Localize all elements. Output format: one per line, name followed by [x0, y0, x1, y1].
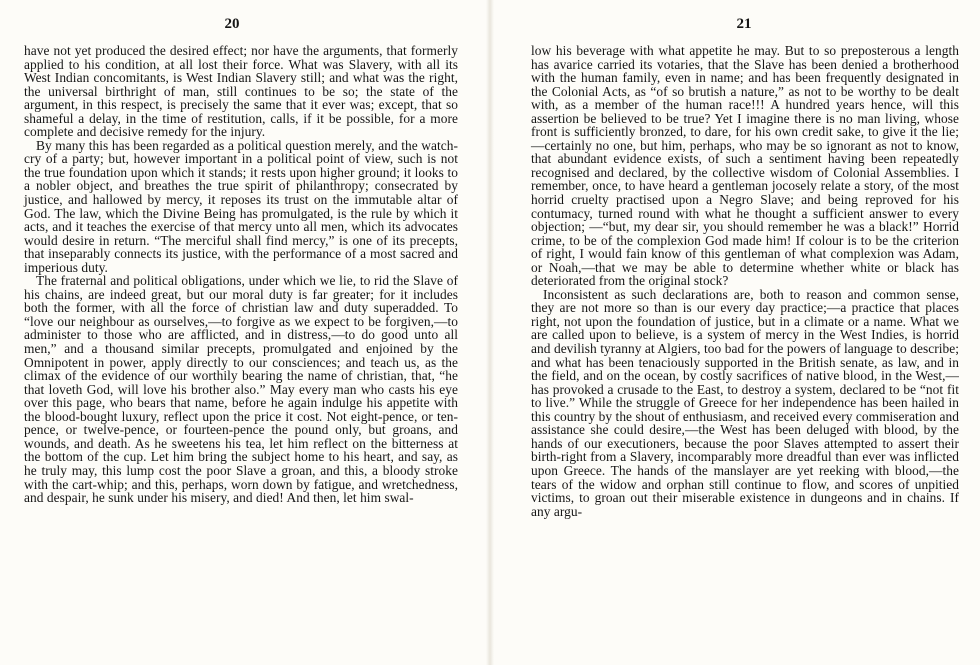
- page-number-right: 21: [736, 16, 752, 32]
- right-page: [490, 0, 980, 665]
- right-paragraph-1: low his beverage with what appetite he may. But to so preposterous a length has avarice carried its votaries, that the Slave has been denied a brotherhood with the human family, even in name; and has been frequently designated in the Colonial Acts, as “of so brutish a nature,” as not to be worthy to be dealt with, as a member of the human race!!! A hundred years hence, will this assertion be believed to be true? Yet I imagine there is no man living, whose front is sufficiently bronzed, to dare, for his own credit sake, to give it the lie;—certainly no one, but him, perhaps, who may be so ignorant as not to know, that abundant evidence exists, of such a sentiment having been repeatedly recognised and declared, by the collective wisdom of Colonial Assemblies. I remember, once, to have heard a gentleman jocosely relate a story, of the most horrid cruelty practised upon a Negro Slave; and being reproved for his contumacy, turned round with what he thought a sufficient answer to every objection; —“but, my dear sir, you should remember he was a black!” Horrid crime, to be of the complexion God made him! If colour is to be the criterion of right, I would fain know of this gentleman of what complexion was Adam, or Noah,—that we may be able to determine whether white or black has deteriorated from the original stock?: [531, 43, 959, 289]
- right-paragraph-2: Inconsistent as such declarations are, both to reason and common sense, they are not more so than is our every day practice;—a practice that places right, not upon the foundation of justice, but in a climate or a name. What we are called upon to believe, is a system of mercy in the West Indies, is horrid and devilish tyranny at Algiers, too bad for the powers of language to describe; and what has been tenaciously supported in the British senate, as law, and in the field, and on the ocean, by costly sacrifices of native blood, in the West,—has provoked a crusade to the East, to destroy a system, declared to be “not fit to live.” While the struggle of Greece for her independence has been hailed in this country by the shout of enthusiasm, and received every commiseration and assistance she could desire,—the West has been deluged with blood, by the hands of our executioners, because the poor Slaves attempted to assert their birth-right from a Slavery, incomparably more dreadful than ever was inflicted upon Greece. The hands of the manslayer are yet reeking with blood,—the tears of the widow and orphan still continue to flow, and scores of unpitied victims, to groan out their miserable existence in dungeons and in chains. If any argu-: [531, 286, 959, 519]
- left-paragraph-2: By many this has been regarded as a political question merely, and the watch-cry of a party; but, however important in a political point of view, such is not the true foundation upon which it stands; it rests upon higher ground; it looks to a nobler object, and breathes the true spirit of philanthropy; consecrated by justice, and hallowed by mercy, it reposes its trust on the immutable altar of God. The law, which the Divine Being has promulgated, is the rule by which it acts, and it teaches the exercise of that mercy unto all men, which its advocates would desire in return. “The merciful shall find mercy,” is one of its precepts, that inseparably connects its justice, with the performance of a most sacred and imperious duty.: [24, 137, 458, 275]
- right-page-text: [531, 44, 959, 518]
- left-paragraph-1: have not yet produced the desired effect; nor have the arguments, that formerly applied to his condition, at all lost their force. What was Slavery, with all its West Indian concomitants, is West Indian Slavery still; and what was the right, the universal birthright of man, still continues to be so; the state of the argument, in this respect, is precisely the same that it ever was; except, that so shameful a delay, in the time of restitution, calls, if it be possible, for a more complete and decisive remedy for the injury.: [24, 43, 458, 140]
- page-number-left: 20: [224, 16, 240, 32]
- left-paragraph-3: The fraternal and political obligations, under which we lie, to rid the Slave of his chains, are indeed great, but our moral duty is far greater; for it includes both the former, with all the force of christian law and duty superadded. To “love our neighbour as ourselves,—to forgive as we expect to be forgiven,—to administer to those who are afflicted, and in distress,—to do good unto all men,” and a thousand similar precepts, promulgated and enjoined by the Omnipotent in power, apply directly to our consciences; and teach us, as the climax of the evidence of our worthily bearing the name of christian, that, “he that loveth God, will love his brother also.” May every man who casts his eye over this page, who bears that name, before he again indulge his appetite with the blood-bought luxury, reflect upon the price it cost. Not eight-pence, or ten-pence, or twelve-pence, or fourteen-pence the pound only, but groans, and wounds, and death. As he sweetens his tea, let him reflect on the bitterness at the bottom of the cup. Let him bring the subject home to his heart, and say, as he truly may, this lump cost the poor Slave a groan, and this, a bloody stroke with the cart-whip; and this, perhaps, worn down by fatigue, and wretchedness, and despair, he sunk under his misery, and died! And then, let him swal-: [24, 273, 458, 506]
- left-page-text: [24, 44, 458, 505]
